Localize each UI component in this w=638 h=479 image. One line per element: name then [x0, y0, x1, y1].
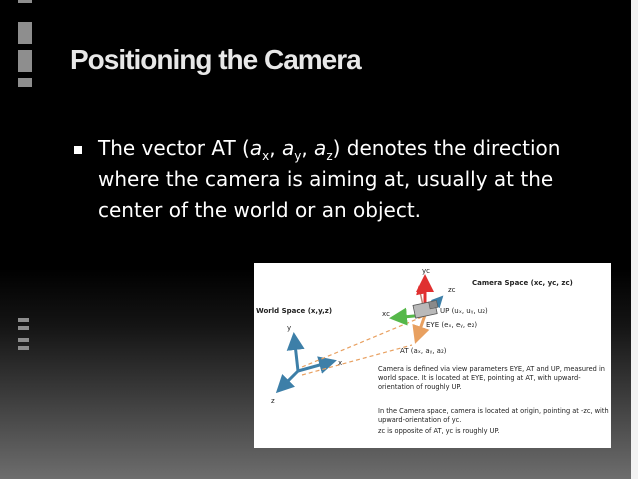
bullet-marker: [74, 146, 82, 154]
figure-caption-1: Camera is defined via view parameters EYE, AT and UP, measured in world space. It is located at EYE, pointing at AT, with upward-orientation of roughly UP.: [378, 365, 605, 391]
camera-diagram: [254, 263, 611, 448]
axis-y-label: y: [287, 324, 292, 332]
figure-caption-3: zᴄ is opposite of AT, yᴄ is roughly UP.: [378, 427, 500, 435]
at-symbol-x: a: [249, 136, 263, 160]
axis-x-label: x: [338, 359, 343, 367]
camera-space-label: Camera Space (xᴄ, yᴄ, zᴄ): [472, 279, 573, 287]
bullet-suffix: ) denotes the direction where the camera is aiming at, usually at the center of the world or an object.: [98, 136, 561, 222]
bullet-sep-2: ,: [301, 136, 315, 160]
at-arrow: [416, 315, 425, 341]
at-label: AT (aₓ, aᵧ, a₂): [400, 347, 447, 355]
slide-right-border: [631, 0, 638, 479]
deco-bar-top-3: [18, 50, 32, 72]
figure-caption-2: In the Camera space, camera is located at origin, pointing at -zᴄ, with upward-orientation of yᴄ.: [378, 407, 609, 424]
bullet-text: [98, 133, 618, 226]
deco-bar-top-1: [18, 0, 32, 3]
deco-bar-mid-1: [18, 318, 29, 322]
world-space-label: World Space (x,y,z): [256, 307, 333, 315]
slide-title: Positioning the Camera: [70, 44, 361, 75]
at-symbol-z: a: [314, 136, 327, 160]
deco-bar-top-4: [18, 78, 32, 87]
world-y-axis: [294, 335, 298, 371]
axis-zc-label: zᴄ: [448, 286, 456, 294]
axis-yc-label: yᴄ: [422, 267, 430, 275]
deco-bar-mid-2: [18, 326, 29, 330]
at-subscript-x: x: [262, 149, 270, 163]
eye-label: EYE (eₓ, eᵧ, e₂): [426, 321, 478, 329]
at-symbol-y: a: [281, 136, 295, 160]
axis-xc-label: xᴄ: [382, 310, 390, 318]
world-z-axis: [278, 371, 298, 391]
deco-bar-top-2: [18, 22, 32, 44]
camera-icon: [413, 300, 438, 318]
at-subscript-y: y: [294, 149, 302, 163]
up-label: UP (uₓ, uᵧ, u₂): [440, 307, 488, 315]
deco-bar-mid-4: [18, 346, 29, 350]
axis-z-label: z: [271, 397, 275, 405]
world-to-eye-dashed: [302, 317, 422, 367]
bullet-sep-1: ,: [269, 136, 282, 160]
at-subscript-z: z: [326, 149, 333, 163]
deco-bar-mid-3: [18, 338, 29, 342]
bullet-prefix: The vector AT (: [98, 136, 250, 160]
